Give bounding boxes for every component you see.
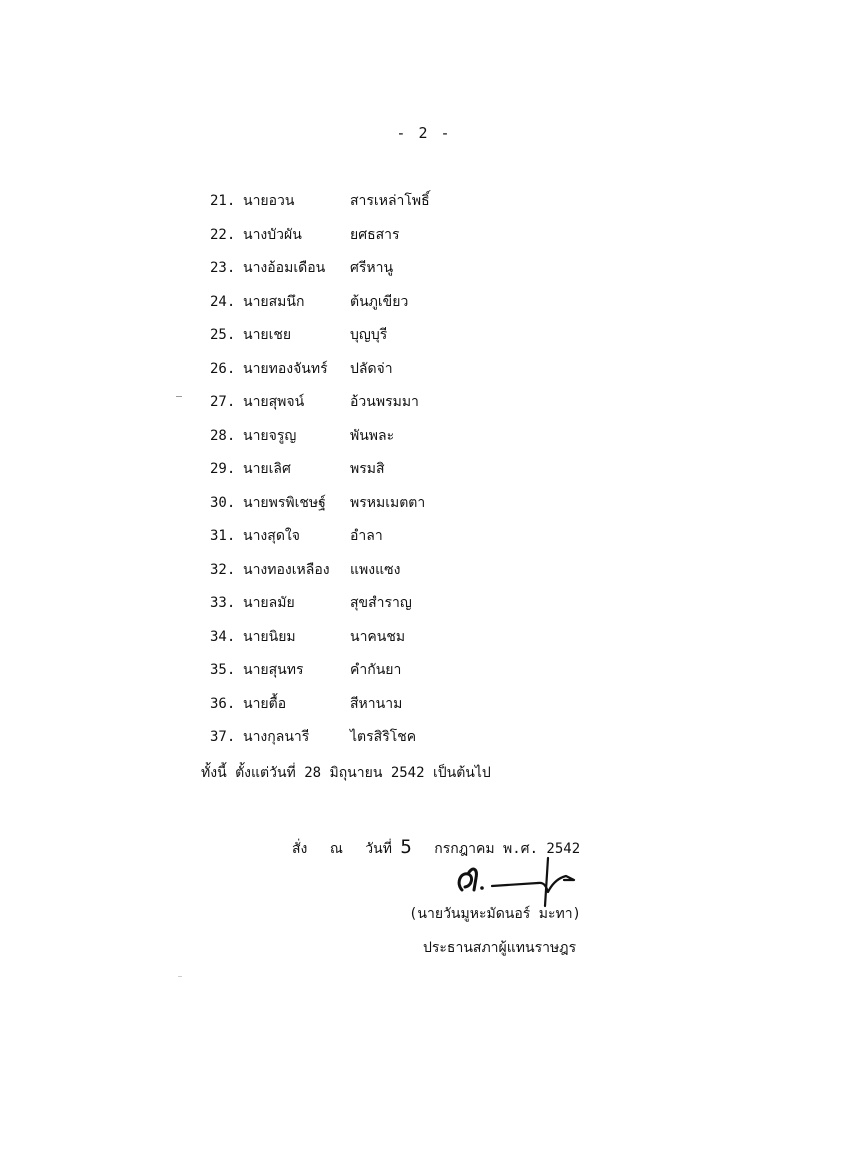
row-number: 31.	[210, 528, 236, 544]
order-month-year: กรกฎาคม พ.ศ. 2542	[434, 841, 581, 857]
page-number: - 2 -	[396, 124, 452, 142]
row-number: 24.	[210, 293, 236, 310]
first-name: นายอวน	[243, 193, 295, 209]
signer-name: (นายวันมูหะมัดนอร์ มะทา)	[409, 906, 581, 922]
last-name: พันพละ	[350, 427, 395, 444]
last-name: ไตรสิริโชค	[350, 729, 417, 745]
name-row	[210, 622, 530, 656]
first-name: นายสมนึก	[243, 293, 305, 310]
last-name: ปลัดจ่า	[350, 360, 393, 377]
first-name: นายนิยม	[243, 628, 296, 645]
handwritten-signature	[452, 856, 582, 908]
row-number: 21.	[210, 193, 236, 209]
name-row	[210, 287, 530, 321]
name-row	[210, 354, 530, 388]
first-name: นายจรูญ	[243, 427, 297, 444]
last-name: อ้วนพรมมา	[350, 394, 419, 410]
first-name: นายตื้อ	[243, 695, 287, 712]
row-number: 22.	[210, 226, 236, 243]
last-name: สุขสำราญ	[350, 595, 412, 611]
row-number: 35.	[210, 662, 236, 678]
first-name: นางอ้อมเดือน	[243, 260, 326, 276]
row-number: 26.	[210, 360, 236, 377]
row-number: 29.	[210, 461, 236, 477]
last-name: อำลา	[350, 528, 383, 544]
name-row	[210, 588, 530, 622]
name-row	[210, 488, 530, 522]
name-row	[210, 387, 530, 421]
scan-speck	[176, 396, 182, 397]
name-row	[210, 320, 530, 354]
last-name: สีหานาม	[350, 695, 403, 712]
first-name: นายทองจันทร์	[243, 360, 328, 377]
row-number: 30.	[210, 494, 236, 511]
last-name: ต้นภูเขียว	[350, 293, 409, 310]
signer-title: ประธานสภาผู้แทนราษฎร	[423, 940, 577, 956]
first-name: นางสุดใจ	[243, 528, 300, 544]
last-name: พรหมเมตตา	[350, 494, 426, 511]
row-number: 32.	[210, 561, 236, 578]
name-row	[210, 689, 530, 723]
name-list	[210, 186, 530, 756]
row-number: 27.	[210, 394, 236, 410]
first-name: นายเลิศ	[243, 461, 291, 477]
name-row	[210, 253, 530, 287]
effective-date-statement: ทั้งนี้ ตั้งแต่วันที่ 28 มิถุนายน 2542 เป็นต้นไป	[201, 765, 491, 781]
last-name: นาคนชม	[350, 628, 406, 645]
row-number: 34.	[210, 628, 236, 645]
scan-speck	[178, 976, 182, 977]
last-name: สารเหล่าโพธิ์	[350, 193, 430, 209]
name-row	[210, 655, 530, 689]
name-row	[210, 722, 530, 756]
order-prefix: สั่ง	[292, 841, 308, 857]
last-name: แพงแซง	[350, 561, 401, 578]
name-row	[210, 186, 530, 220]
last-name: ศรีหานู	[350, 260, 394, 276]
last-name: ยศธสาร	[350, 226, 400, 243]
first-name: นายพรพิเชษฐ์	[243, 494, 326, 511]
row-number: 23.	[210, 260, 236, 276]
first-name: นายสุนทร	[243, 662, 304, 678]
row-number: 37.	[210, 729, 236, 745]
name-row	[210, 521, 530, 555]
name-row	[210, 421, 530, 455]
last-name: บุญบุรี	[350, 327, 388, 343]
order-at: ณ	[329, 841, 343, 857]
order-day-label: วันที่	[365, 841, 392, 857]
row-number: 36.	[210, 695, 236, 712]
first-name: นายลมัย	[243, 595, 295, 611]
first-name: นางกุลนารี	[243, 729, 310, 745]
row-number: 28.	[210, 427, 236, 444]
first-name: นางทองเหลือง	[243, 561, 330, 578]
first-name: นายเชย	[243, 327, 292, 343]
row-number: 25.	[210, 327, 236, 343]
name-row	[210, 555, 530, 589]
last-name: พรมสิ	[350, 461, 385, 477]
name-row	[210, 454, 530, 488]
first-name: นายสุพจน์	[243, 394, 305, 410]
first-name: นางบัวผัน	[243, 226, 302, 243]
name-row	[210, 220, 530, 254]
order-day: 5	[400, 836, 412, 858]
row-number: 33.	[210, 595, 236, 611]
last-name: คำกันยา	[350, 662, 402, 678]
